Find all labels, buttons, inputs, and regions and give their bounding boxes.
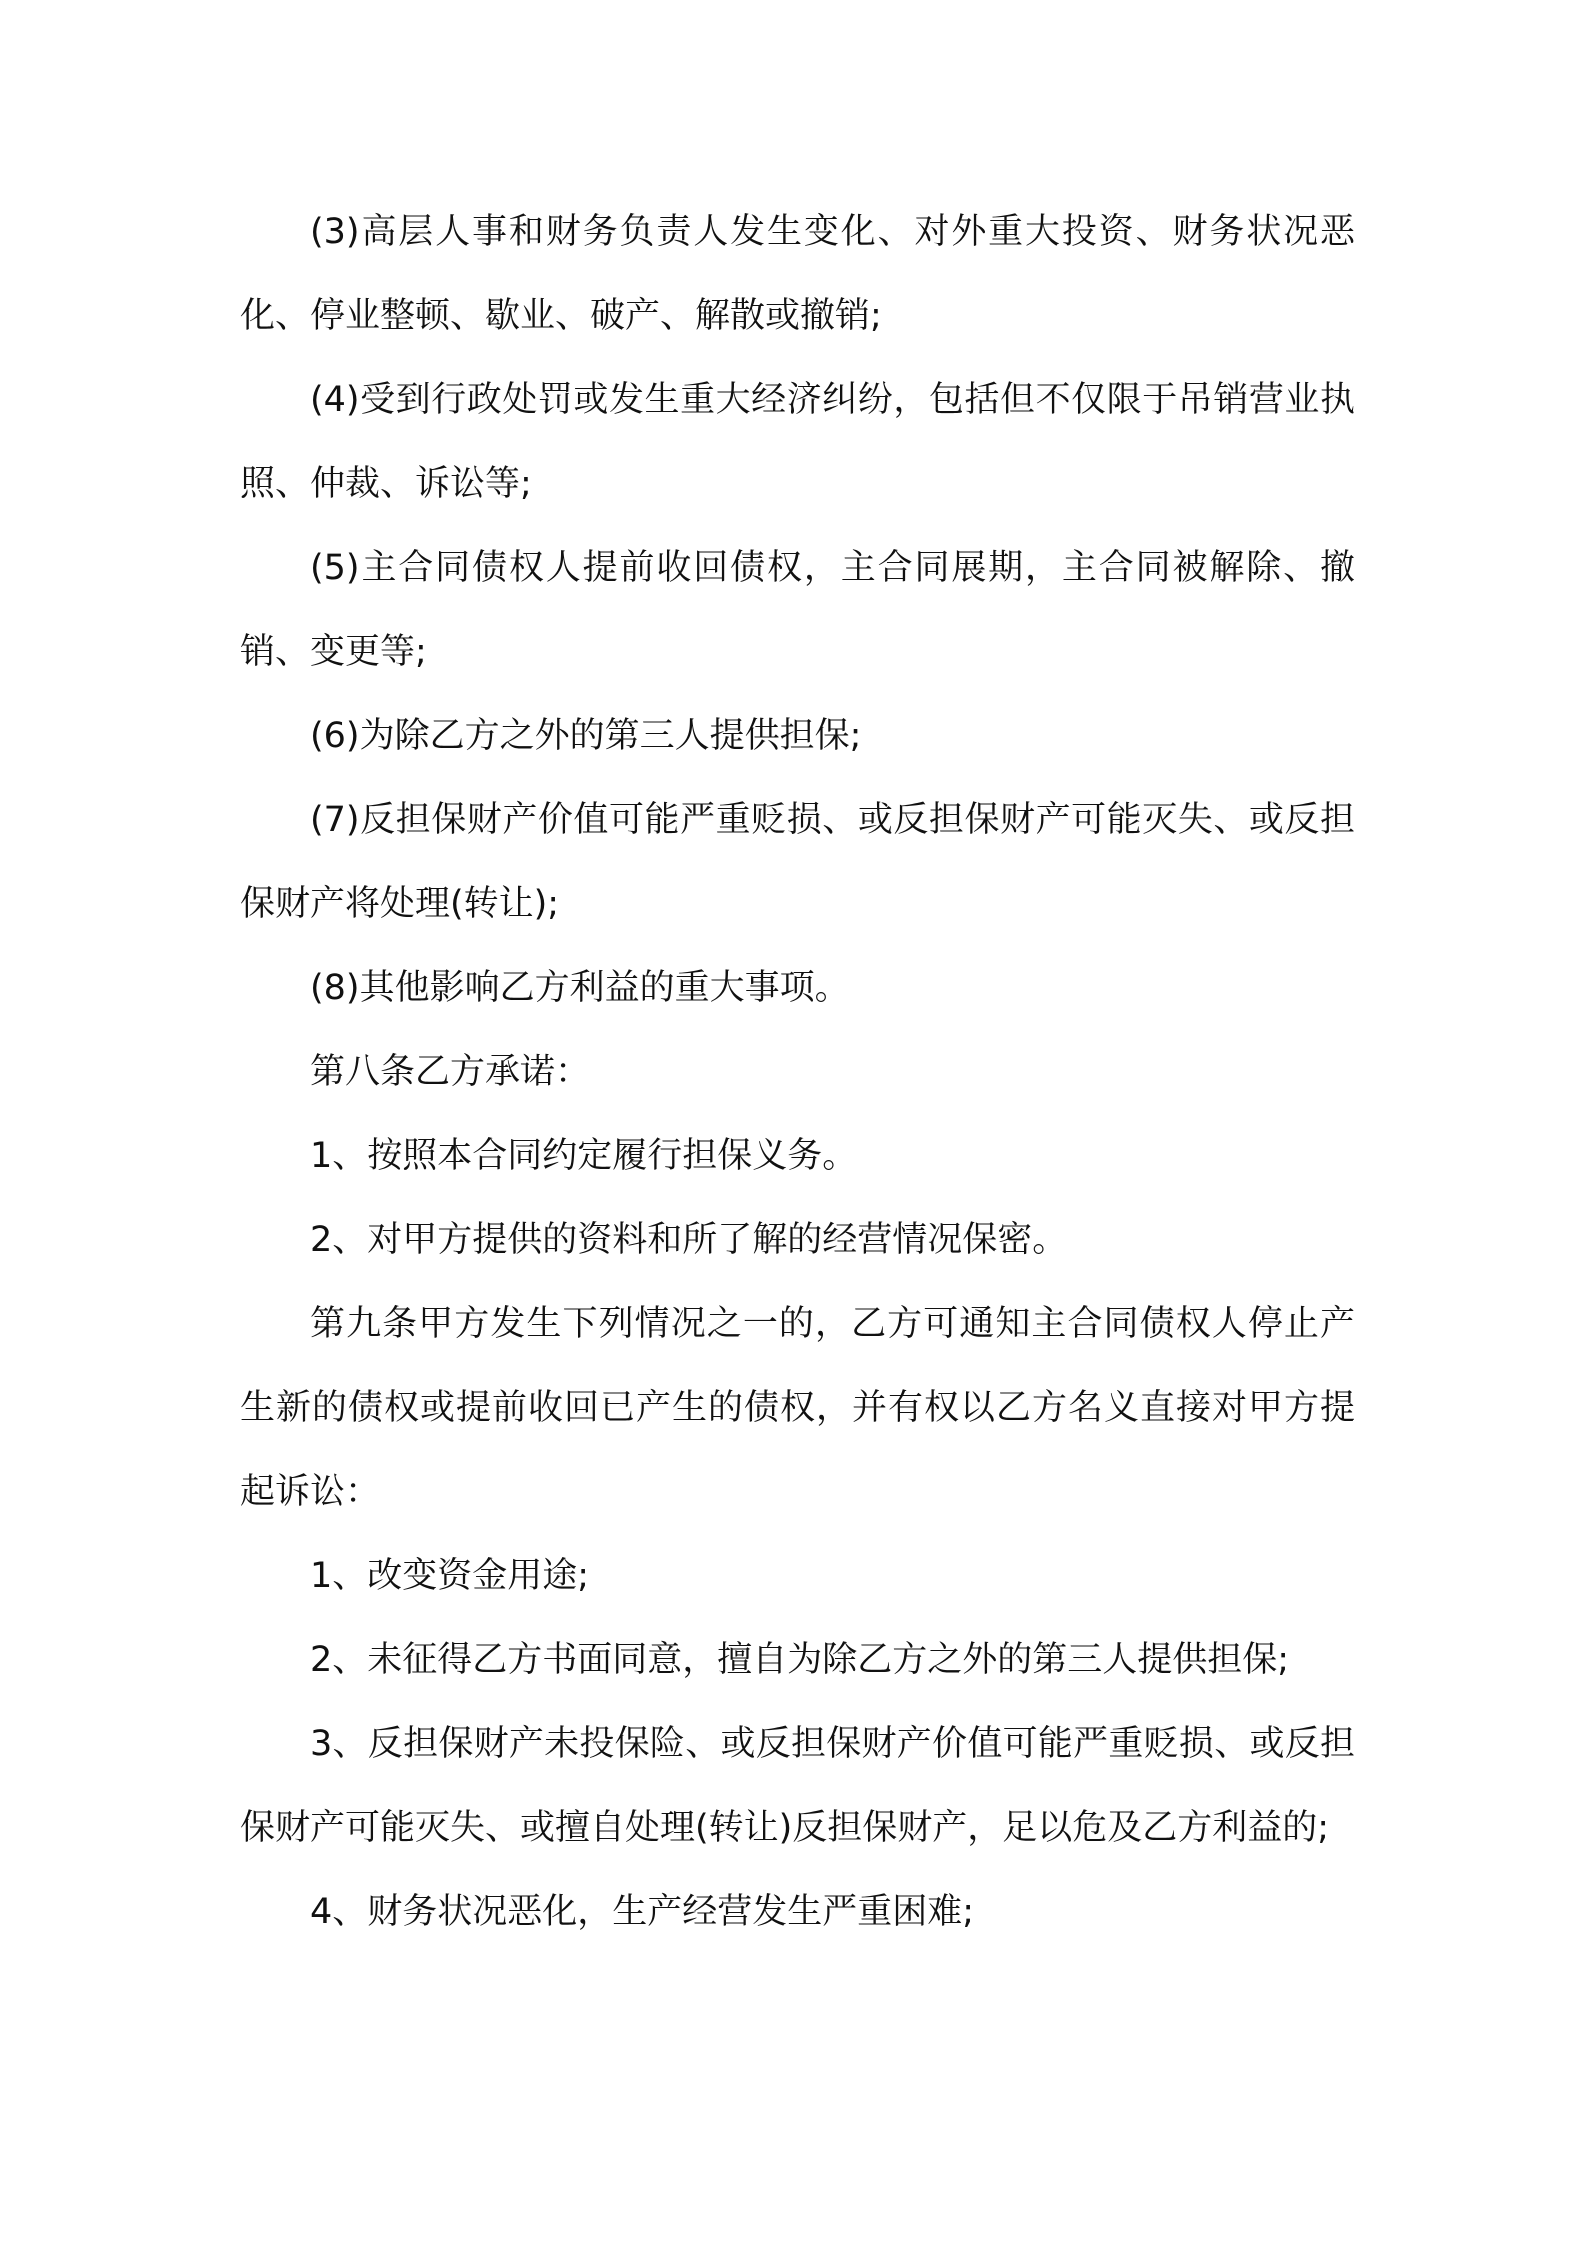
clause-5: (5)主合同债权人提前收回债权，主合同展期，主合同被解除、撤销、变更等; <box>240 548 1355 672</box>
clause-6: (6)为除乙方之外的第三人提供担保; <box>310 716 862 756</box>
article-8-item-2: 2、对甲方提供的资料和所了解的经营情况保密。 <box>310 1220 1068 1260</box>
article-9-item-2: 2、未征得乙方书面同意，擅自为除乙方之外的第三人提供担保; <box>310 1640 1290 1680</box>
article-8-heading: 第八条乙方承诺： <box>310 1052 591 1092</box>
article-9-item-4: 4、财务状况恶化，生产经营发生严重困难; <box>310 1892 975 1932</box>
article-9-heading: 第九条甲方发生下列情况之一的，乙方可通知主合同债权人停止产生新的债权或提前收回已产生的债权，并有权以乙方名义直接对甲方提起诉讼： <box>240 1304 1355 1512</box>
article-9-item-3: 3、反担保财产未投保险、或反担保财产价值可能严重贬损、或反担保财产可能灭失、或擅自处理(转让)反担保财产，足以危及乙方利益的; <box>240 1724 1355 1848</box>
clause-8: (8)其他影响乙方利益的重大事项。 <box>310 968 850 1008</box>
clause-4: (4)受到行政处罚或发生重大经济纠纷，包括但不仅限于吊销营业执照、仲裁、诉讼等; <box>240 380 1355 504</box>
document-body <box>240 190 1355 1954</box>
article-9-item-1: 1、改变资金用途; <box>310 1556 590 1596</box>
clause-3: (3)高层人事和财务负责人发生变化、对外重大投资、财务状况恶化、停业整顿、歇业、破产、解散或撤销; <box>240 212 1355 336</box>
clause-7: (7)反担保财产价值可能严重贬损、或反担保财产可能灭失、或反担保财产将处理(转让); <box>240 800 1355 924</box>
article-8-item-1: 1、按照本合同约定履行担保义务。 <box>310 1136 858 1176</box>
